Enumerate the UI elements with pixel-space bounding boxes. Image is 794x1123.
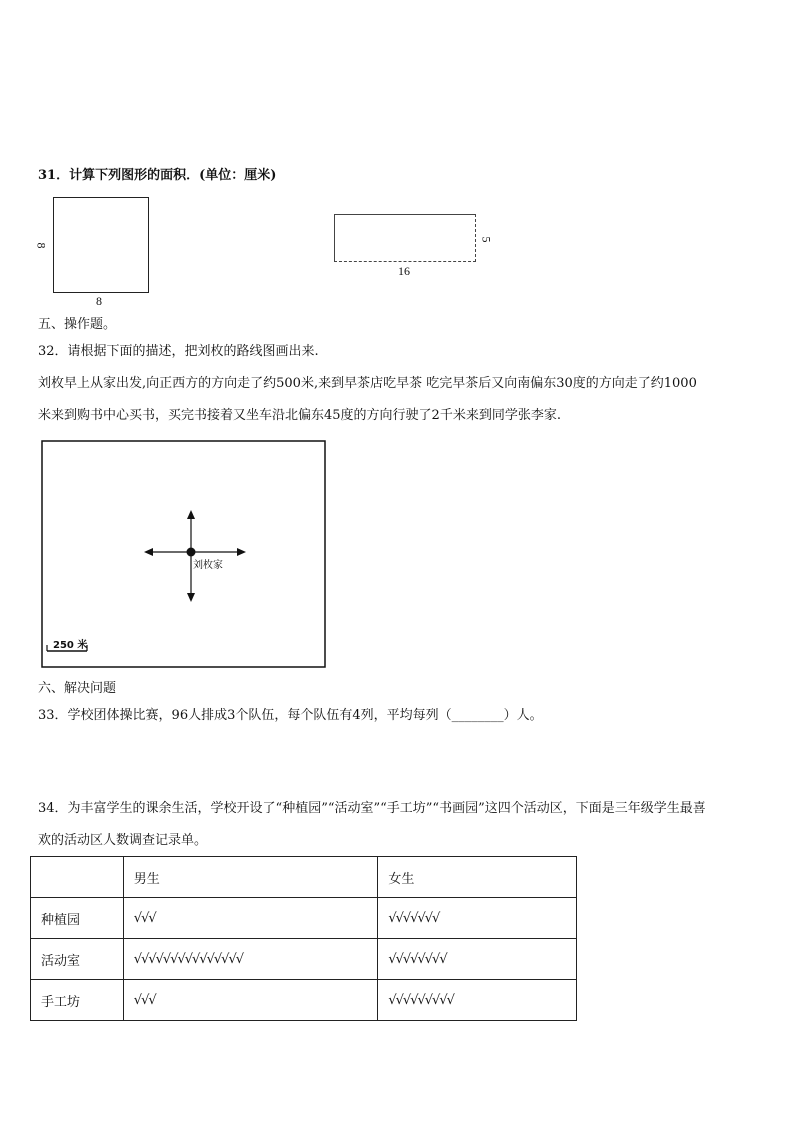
q32-description-line1: 刘枚早上从家出发,向正西方的方向走了约500米,来到早茶店吃早茶 吃完早茶后又向南偏东30度的方向走了约1000 <box>38 376 697 391</box>
table-header-boys: 男生 <box>123 857 378 898</box>
rectangle-bottom-label: 16 <box>398 264 410 278</box>
square-figure <box>53 197 149 293</box>
row-girls-tally: √√√√√√√ <box>378 898 577 939</box>
row-girls-tally: √√√√√√√√√ <box>378 980 577 1021</box>
route-map-canvas <box>41 440 326 668</box>
q34-prompt-line1: 34．为丰富学生的课余生活，学校开设了“种植园”“活动室”“手工坊”“书画园”这四个活动区，下面是三年级学生最喜 <box>38 801 706 816</box>
row-area: 活动室 <box>31 939 124 980</box>
table-header-row <box>31 857 577 898</box>
square-bottom-label: 8 <box>96 294 102 308</box>
table-row <box>31 898 577 939</box>
row-boys-tally: √√√√√√√√√√√√√√√ <box>123 939 378 980</box>
table-row <box>31 939 577 980</box>
q31-prompt: 31．计算下列图形的面积．(单位：厘米) <box>38 168 277 183</box>
q32-description-line2: 米来到购书中心买书，买完书接着又坐车沿北偏东45度的方向行驶了2千米来到同学张李家. <box>38 408 561 423</box>
row-girls-tally: √√√√√√√√ <box>378 939 577 980</box>
home-label: 刘枚家 <box>193 560 223 571</box>
rectangle-side-label: 5 <box>479 236 494 243</box>
survey-table <box>30 856 577 1021</box>
scale-label: 250 米 <box>53 640 88 651</box>
map-border <box>42 441 325 667</box>
row-area: 手工坊 <box>31 980 124 1021</box>
table-row <box>31 980 577 1021</box>
table-header-girls: 女生 <box>378 857 577 898</box>
q34-prompt-line2: 欢的活动区人数调查记录单。 <box>38 833 208 848</box>
row-area: 种植园 <box>31 898 124 939</box>
q33-prompt: 33．学校团体操比赛，96人排成3个队伍，每个队伍有4列，平均每列（________）人。 <box>38 708 543 723</box>
square-side-label: 8 <box>34 242 49 249</box>
table-header-corner <box>31 857 124 898</box>
section-5-heading: 五、操作题。 <box>38 317 117 332</box>
q32-prompt: 32．请根据下面的描述，把刘枚的路线图画出来. <box>38 344 319 359</box>
row-boys-tally: √√√ <box>123 898 378 939</box>
section-6-heading: 六、解决问题 <box>38 681 117 696</box>
rectangle-figure <box>334 214 476 262</box>
row-boys-tally: √√√ <box>123 980 378 1021</box>
route-map[interactable] <box>41 440 326 668</box>
